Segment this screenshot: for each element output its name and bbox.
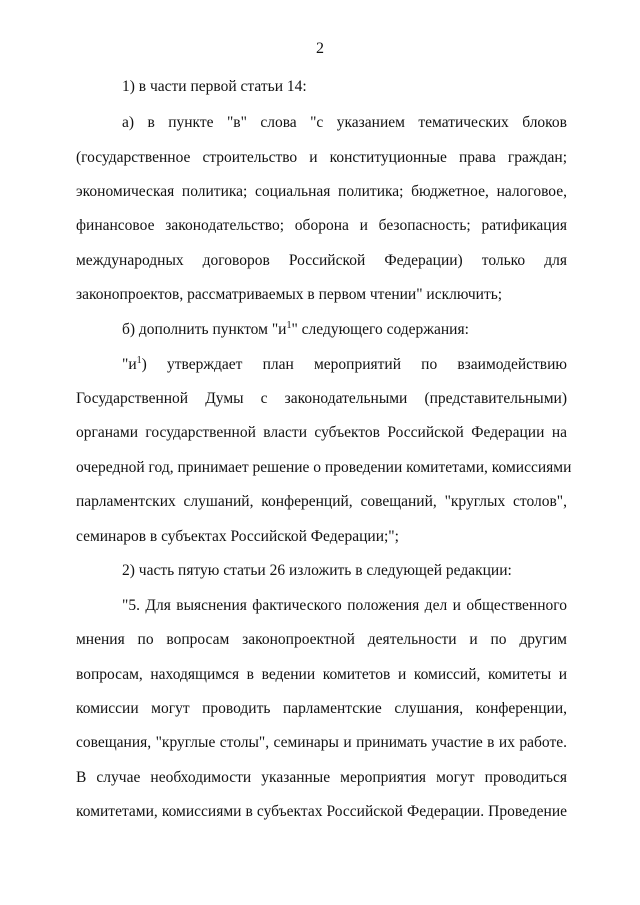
paragraph-item-1: 1) в части первой статьи 14: bbox=[122, 78, 307, 95]
text-line: комиссии могут проводить парламентские слушания, конференции, bbox=[76, 700, 567, 717]
text-segment: б) дополнить пунктом "и bbox=[122, 321, 287, 338]
text-line: финансовое законодательство; оборона и безопасность; ратификация bbox=[76, 217, 567, 234]
text-line: очередной год, принимает решение о проведении комитетами, комиссиями bbox=[76, 459, 572, 476]
text-line: экономическая политика; социальная политика; бюджетное, налоговое, bbox=[76, 183, 567, 200]
text-line: Государственной Думы с законодательными (представительными) bbox=[76, 390, 567, 407]
text-line: а) в пункте "в" слова "с указанием тематических блоков bbox=[122, 114, 567, 131]
text-segment: "и bbox=[122, 356, 137, 373]
text-line: органами государственной власти субъектов Российской Федерации на bbox=[76, 424, 567, 441]
text-line: парламентских слушаний, конференций, совещаний, "круглых столов", bbox=[76, 493, 567, 510]
text-segment: " следующего содержания: bbox=[291, 321, 469, 338]
text-line: совещания, "круглые столы", семинары и принимать участие в их работе. bbox=[76, 734, 567, 751]
text-line: международных договоров Российской Федерации) только для bbox=[76, 252, 567, 269]
paragraph-item-2: 2) часть пятую статьи 26 изложить в следующей редакции: bbox=[122, 562, 512, 579]
superscript: 1 bbox=[286, 319, 292, 331]
text-segment: ) утверждает план мероприятий по взаимодействию bbox=[141, 356, 567, 373]
text-line bbox=[122, 355, 567, 375]
text-line: "5. Для выяснения фактического положения дел и общественного bbox=[122, 597, 567, 614]
text-line: комитетами, комиссиями в субъектах Российской Федерации. Проведение bbox=[76, 803, 567, 820]
text-line: В случае необходимости указанные мероприятия могут проводиться bbox=[76, 769, 567, 786]
paragraph-item-1b bbox=[122, 320, 469, 340]
text-line: семинаров в субъектах Российской Федерации;"; bbox=[76, 528, 399, 545]
page-number: 2 bbox=[316, 40, 324, 57]
text-line: вопросам, находящимся в ведении комитетов и комиссий, комитеты и bbox=[76, 666, 567, 683]
text-line: законопроектов, рассматриваемых в первом чтении" исключить; bbox=[76, 286, 503, 303]
text-line: мнения по вопросам законопроектной деятельности и по другим bbox=[76, 631, 567, 648]
superscript: 1 bbox=[136, 354, 142, 366]
text-line: (государственное строительство и конституционные права граждан; bbox=[76, 149, 567, 166]
